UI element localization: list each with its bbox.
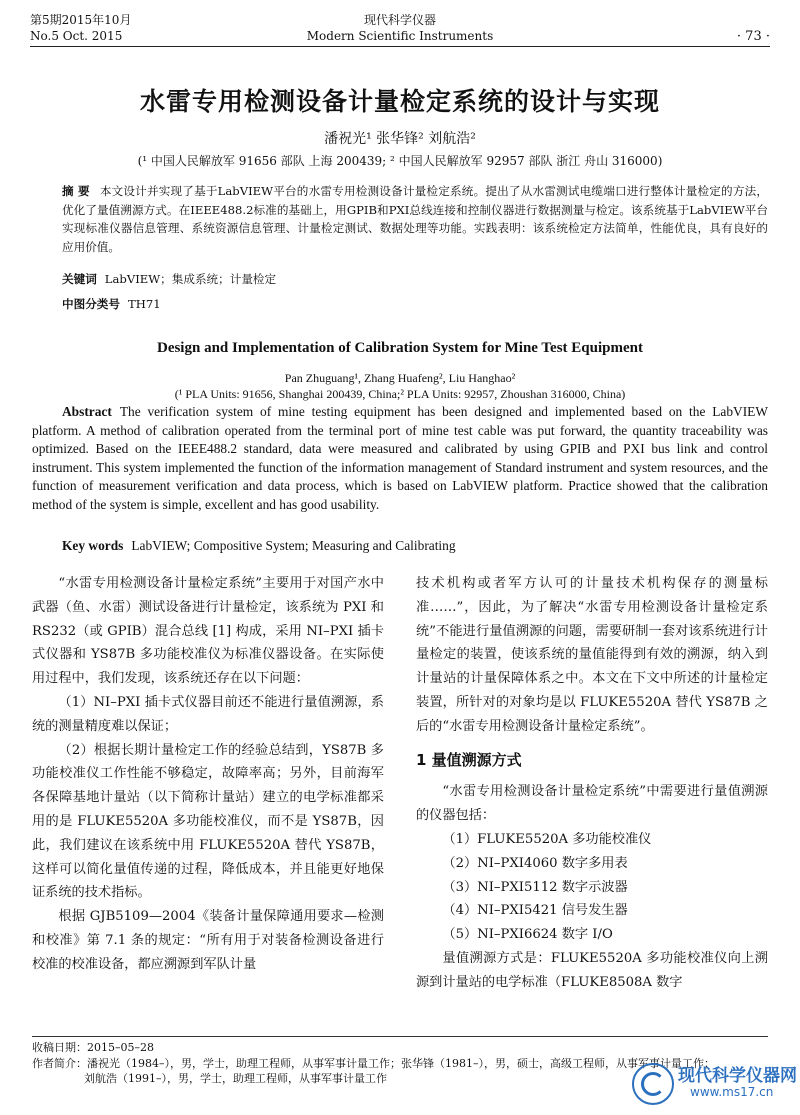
affiliation-en: (¹ PLA Units: 91656, Shanghai 200439, China;² PLA Units: 92957, Zhoushan 316000, China) bbox=[174, 387, 626, 401]
watermark-name: 现代科学仪器网 bbox=[678, 1066, 797, 1086]
paragraph: （1）NI–PXI 插卡式仪器目前还不能进行量值溯源，系统的测量精度难以保证； bbox=[32, 694, 384, 734]
paper-title-cn: 水雷专用检测设备计量检定系统的设计与实现 bbox=[139, 87, 660, 116]
author-bio: 作者简介：潘祝光（1984–），男，学士，助理工程师，从事军事计量工作；张华锋（1981–），男，硕士，高级工程师，从事军事计量工作； bbox=[32, 1056, 715, 1070]
watermark-url: www.ms17.cn bbox=[690, 1085, 774, 1099]
abstract-cn bbox=[62, 182, 768, 256]
affiliation-cn: (¹ 中国人民解放军 91656 部队 上海 200439; ² 中国人民解放军 92957 部队 浙江 舟山 316000) bbox=[137, 154, 663, 168]
journal-name bbox=[30, 12, 770, 44]
keywords-en-label: Key words bbox=[62, 538, 124, 553]
issue-en: No.5 Oct. 2015 bbox=[30, 29, 123, 43]
site-watermark bbox=[632, 1057, 797, 1109]
authors-en: Pan Zhuguang¹, Zhang Huafeng², Liu Hanghao² bbox=[284, 371, 516, 385]
journal-en: Modern Scientific Instruments bbox=[306, 29, 494, 43]
classification-cn bbox=[62, 296, 161, 312]
received-date: 收稿日期：2015–05–28 bbox=[32, 1041, 154, 1054]
list-item: （4）NI–PXI5421 信号发生器 bbox=[442, 903, 628, 919]
keywords-cn-label: 关键词 bbox=[62, 272, 97, 286]
author-bio-cont: 刘航浩（1991–），男，学士，助理工程师，从事军事计量工作 bbox=[84, 1072, 387, 1085]
paragraph: 根据 GJB5109—2004《装备计量保障通用要求—检测和校准》第 7.1 条的规定：“所有用于对装备检测设备进行校准的校准设备，都应溯源到军队计量 bbox=[32, 909, 384, 972]
site-logo-icon bbox=[632, 1063, 674, 1105]
abstract-en-label: Abstract bbox=[62, 404, 112, 419]
running-header bbox=[30, 12, 770, 47]
abstract-en bbox=[32, 403, 768, 514]
list-item: （5）NI–PXI6624 数字 I/O bbox=[442, 927, 613, 943]
classification-code: TH71 bbox=[127, 297, 161, 311]
body-column-right bbox=[416, 572, 768, 995]
authors-cn: 潘祝光¹ 张华锋² 刘航浩² bbox=[324, 131, 476, 147]
paper-title-en: Design and Implementation of Calibration System for Mine Test Equipment bbox=[156, 340, 643, 356]
abstract-cn-text: 本文设计并实现了基于LabVIEW平台的水雷专用检测设备计量检定系统。提出了从水雷测试电缆端口进行整体计量检定的方法，优化了量值溯源方式。在IEEE488.2标准的基础上，用GPIB和PXI总线连接和控制仪器进行数据测量与检定。该系统基于LabVIEW平台实现标准仪器信息管理、系统资源信息管理、计量检定测试、数据处理等功能。实践表明：该系统检定方法简单，性能优良，具有良好的应用价值。 bbox=[62, 184, 768, 254]
keywords-cn-text: LabVIEW；集成系统；计量检定 bbox=[104, 272, 277, 286]
keywords-en bbox=[62, 538, 456, 554]
keywords-en-text: LabVIEW; Compositive System; Measuring and Calibrating bbox=[131, 538, 456, 553]
issue-cn: 第5期2015年10月 bbox=[30, 13, 132, 27]
abstract-en-text: The verification system of mine testing equipment has been designed and implemented based on the LabVIEW platform. A method of calibration operated from the terminal port of mine test cable was put forward, the quantity traceability was optimized. Based on the IEEE488.2 standard, data were measured and calibrated by using GPIB and PXI bus link and control instrument. This system implemented the function of the information management of Standard instrument and system resources, and the function of measurement verification and data process, which is based on LabVIEW platform. Practice showed that the calibration method of the system is simple, excellent and has good usability. bbox=[32, 404, 768, 512]
classification-label: 中图分类号 bbox=[62, 297, 120, 311]
paragraph: （2）根据长期计量检定工作的经验总结到，YS87B 多功能校准仪工作性能不够稳定，故障率高；另外，目前海军各保障基地计量站（以下简称计量站）建立的电学标准都采用的是 FLUKE5520A 多功能校准仪，而不是 YS87B，因此，我们建议在该系统中用 FLUKE5520A 替代 YS87B，这样可以简化量值传递的过程，降低成本，并且能更好地保证系统的技术指标。 bbox=[32, 742, 384, 901]
page-number: · 73 · bbox=[736, 29, 770, 44]
list-item: （1）FLUKE5520A 多功能校准仪 bbox=[442, 831, 652, 847]
paragraph: 量值溯源方式是：FLUKE5520A 多功能校准仪向上溯源到计量站的电学标准（FLUKE8508A 数字 bbox=[416, 950, 768, 990]
paragraph: “水雷专用检测设备计量检定系统”主要用于对国产水中武器（鱼、水雷）测试设备进行计量检定，该系统为 PXI 和 RS232（或 GPIB）混合总线 [1] 构成，采用 NI–PXI 插卡式仪器和 YS87B 多功能校准仪为标准仪器设备。在实际使用过程中，我们发现，该系统还存在以下问题： bbox=[32, 576, 384, 687]
list-item: （3）NI–PXI5112 数字示波器 bbox=[442, 879, 628, 895]
body-column-left bbox=[32, 572, 384, 977]
paragraph: “水雷专用检测设备计量检定系统”中需要进行量值溯源的仪器包括： bbox=[416, 784, 768, 824]
paragraph: 技术机构或者军方认可的计量技术机构保存的测量标准……”，因此，为了解决“水雷专用检测设备计量检定系统”不能进行量值溯源的问题，需要研制一套对该系统进行计量检定的装置，使该系统的量值能得到有效的溯源，纳入到计量站的计量保障体系之中。本文在下文中所述的计量检定装置，所针对的对象均是以 FLUKE5520A 替代 YS87B 之后的“水雷专用检测设备计量检定系统”。 bbox=[416, 576, 768, 734]
section-heading: 1 量值溯源方式 bbox=[416, 750, 522, 769]
keywords-cn bbox=[62, 271, 276, 287]
abstract-cn-label: 摘 要 bbox=[62, 184, 90, 198]
journal-cn: 现代科学仪器 bbox=[363, 13, 436, 27]
list-item: （2）NI–PXI4060 数字多用表 bbox=[442, 855, 628, 871]
